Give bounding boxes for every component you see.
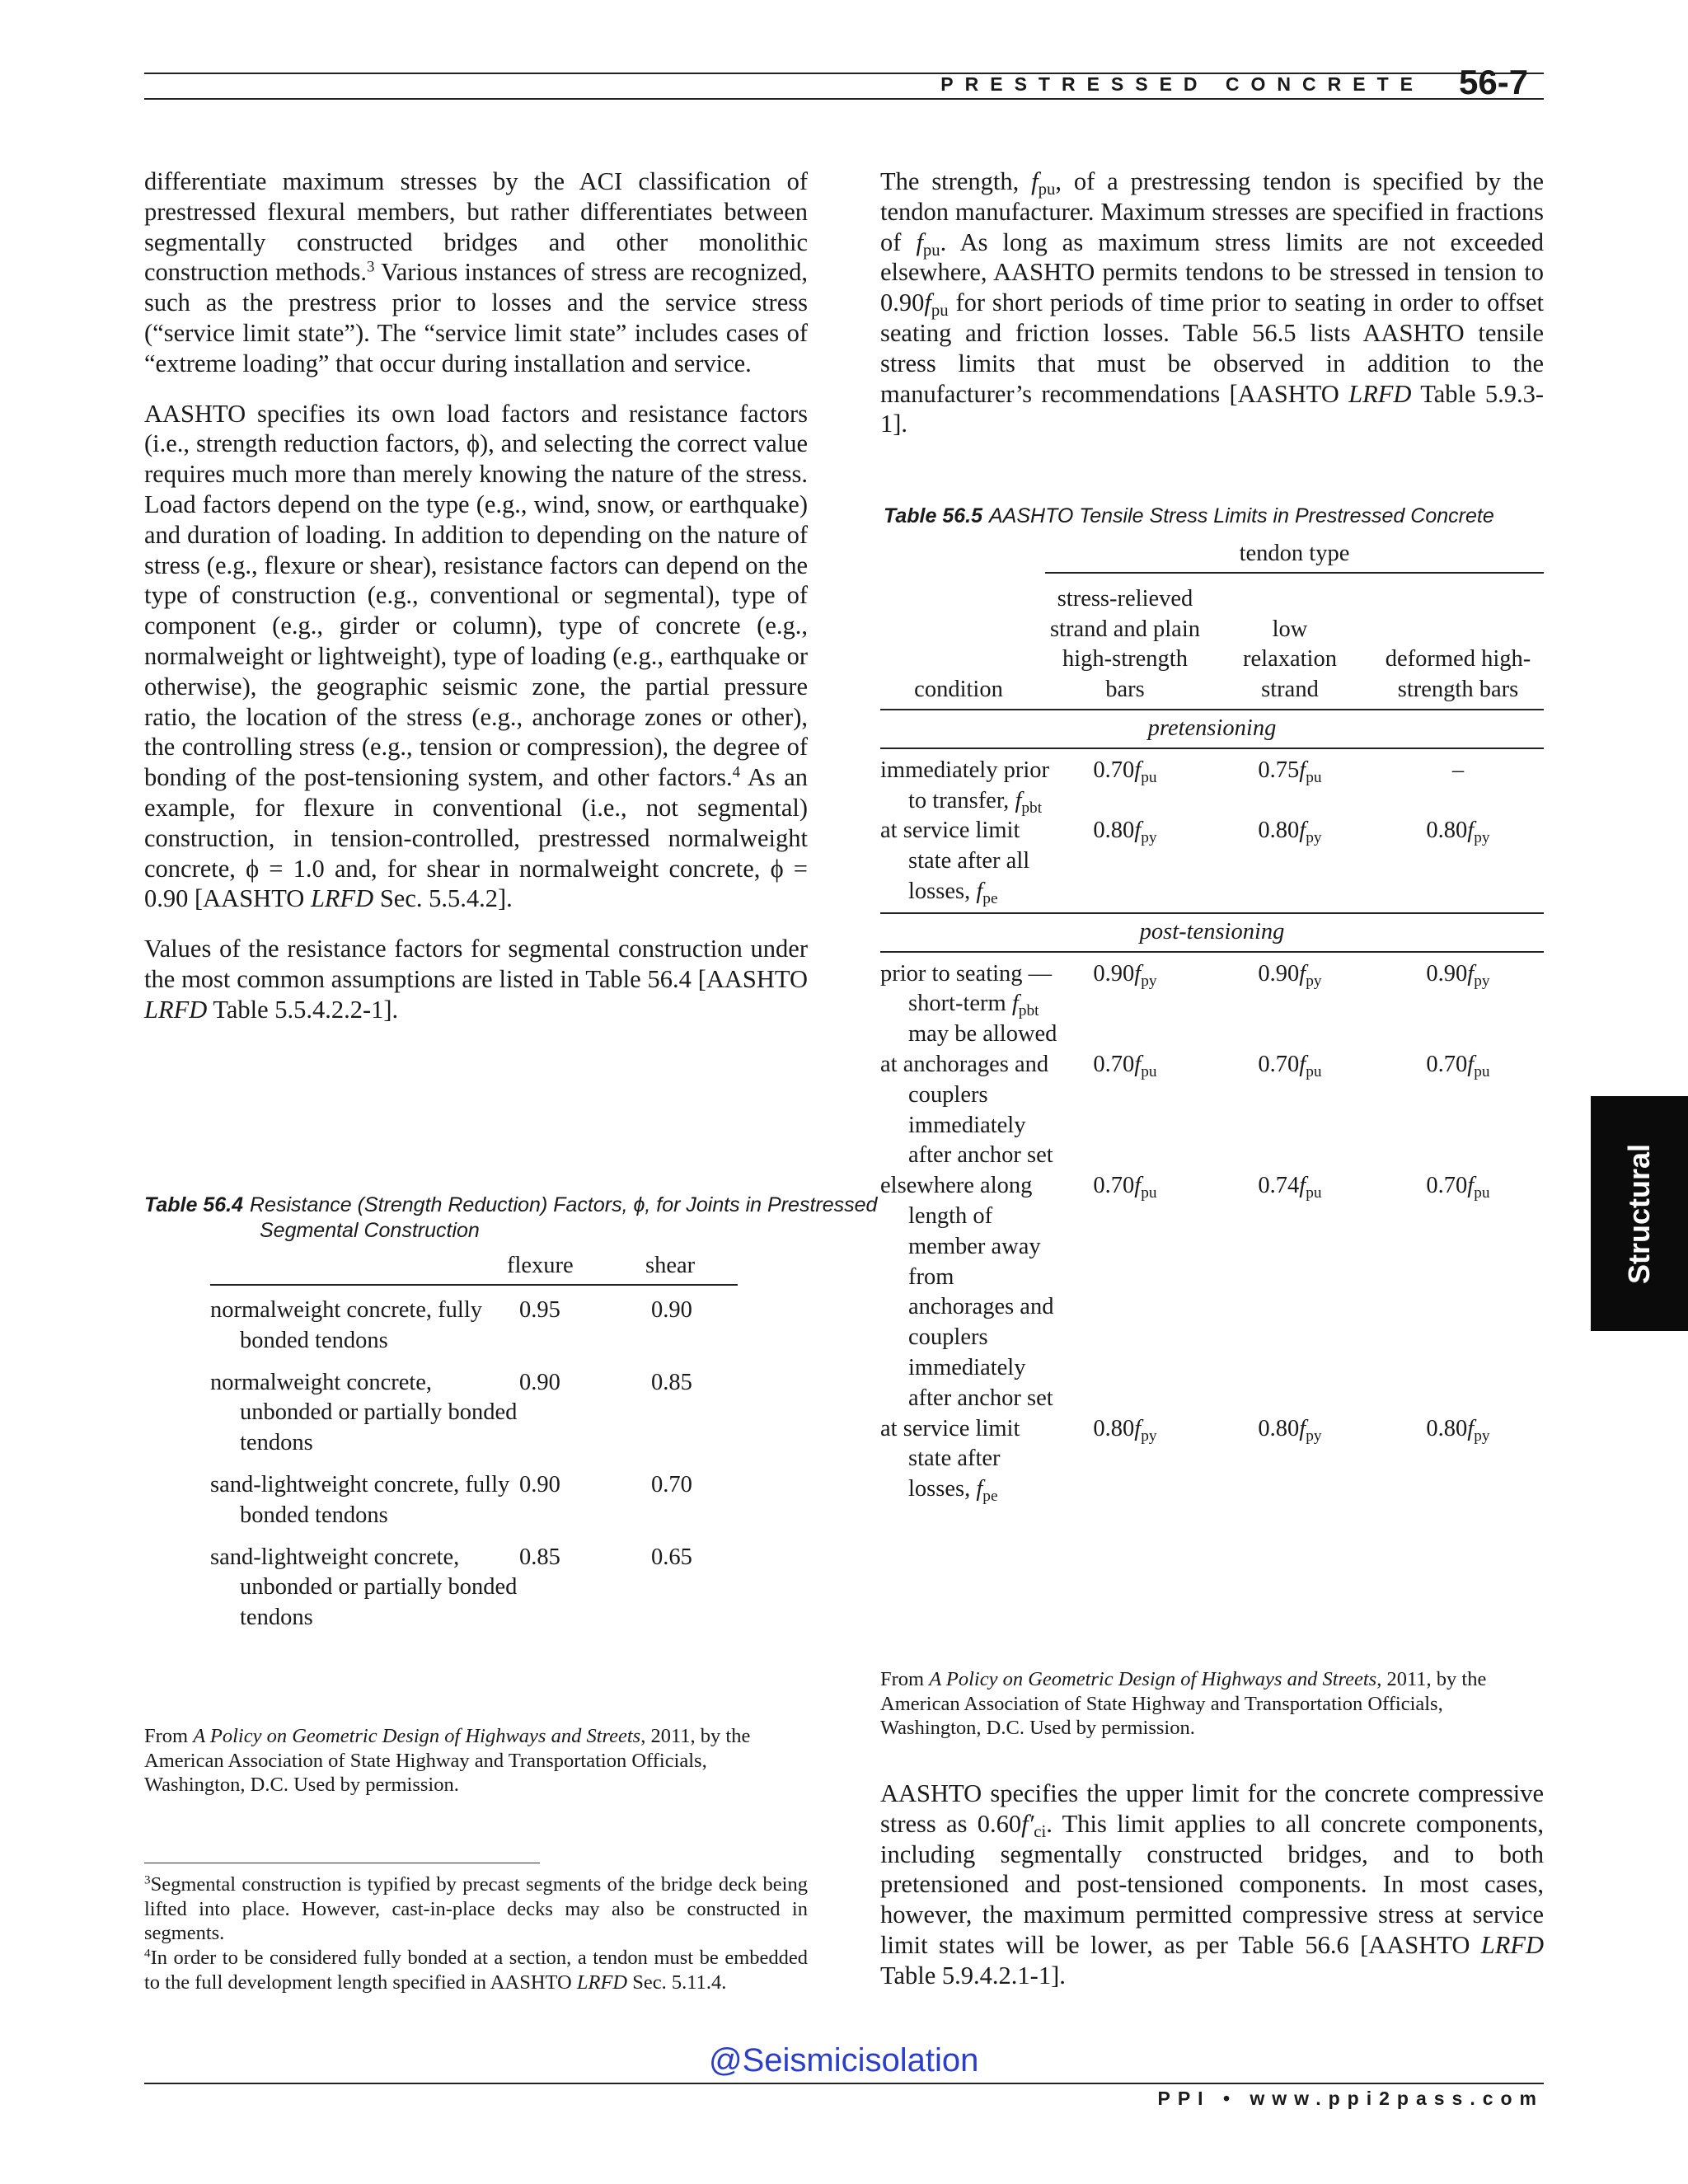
table-row: normalweight concrete, unbonded or partially bonded tendons 0.90 0.85 [210, 1369, 692, 1456]
group-header-tendon-type: tendon type [1239, 541, 1350, 566]
footnote-ref-3: 3 [366, 259, 375, 276]
table-row: prior to seating —short-term $f_{pbt}$ may be allowed $0.90f_{py}$ $0.90f_{py}$ $0.90f_{py}$ [880, 960, 1490, 1047]
watermark: @Seismicisolation [709, 2042, 979, 2079]
table-row: normalweight concrete, fully bonded tendons 0.95 0.90 [210, 1297, 692, 1353]
col-header-low-relaxation: low relaxation strand [1243, 616, 1337, 703]
col-header-deformed: deformed high-strength bars [1385, 646, 1531, 703]
table-row: at service limit state after losses, $f_{pe}$ $0.80f_{py}$ $0.80f_{py}$ $0.80f_{py}$ [880, 1415, 1490, 1505]
right-column-top [880, 166, 1544, 439]
running-title: PRESTRESSED CONCRETE [940, 73, 1424, 95]
footer-rule [144, 2083, 1544, 2084]
table-header-row [210, 1251, 738, 1286]
table-56-5 [880, 536, 1544, 1505]
table-row: immediately prior to transfer, $f_{pbt}$ $0.70f_{pu}$ $0.75f_{pu}$ – [880, 757, 1465, 817]
table-56-4 [210, 1251, 738, 1633]
paragraph-3: Values of the resistance factors for segmental construction under the most common assumptions are listed in Table 56.4 [AASHTO LRFD Table 5.5.4.2.2-1]. [144, 935, 808, 1024]
table-row: sand-lightweight concrete, fully bonded tendons 0.90 0.70 [210, 1471, 692, 1528]
paragraph-1: differentiate maximum stresses by the ACI classification of prestressed flexural members, but rather differentiates between segmentally constructed bridges and other monolithic construction methods.$^3$ Various instances of stress are recognized, such as the prestress prior to losses and the service stress (“service limit state”). The “service limit state” includes cases of “extreme loading” that occur during installation and service. [144, 167, 808, 377]
left-column [144, 166, 808, 1025]
right-column-bottom [880, 1779, 1544, 1991]
table-row: at anchorages and couplers immediately after anchor set $0.70f_{pu}$ $0.70f_{pu}$ $0.70f_{pu}$ [880, 1051, 1490, 1169]
paragraph-compressive-limit: AASHTO specifies the upper limit for the concrete compressive stress as $0.60f'_{ci}$. This limit applies to all concrete components, including segmentally constructed bridges, and to both pretensioned and post-tensioned components. In most cases, however, the maximum permitted compressive stress at service limit states will be lower, as per Table 56.6 [AASHTO LRFD Table 5.9.4.2.1-1]. [880, 1779, 1544, 1990]
header-rule-bottom [144, 98, 1544, 100]
side-tab-label: Structural [1622, 1143, 1657, 1284]
col-header-shear: shear [645, 1253, 696, 1278]
footnote-3: $^3$Segmental construction is typified by precast segments of the bridge deck being lifted into place. However, cast-in-place decks may also be constructed in segments. [144, 1872, 808, 1944]
table-row: sand-lightweight concrete, unbonded or partially bonded tendons 0.85 0.65 [210, 1544, 692, 1631]
col-header-flexure: flexure [507, 1253, 574, 1278]
section-pretensioning: pretensioning [880, 710, 1544, 749]
table-56-4-source: From A Policy on Geometric Design of Highways and Streets, 2011, by the American Association of State Highway and Transportation Officials, Washington, D.C. Used by permission. [144, 1725, 751, 1796]
footer-text: PPI • www.ppi2pass.com [1157, 2088, 1544, 2109]
col-header-stress-relieved: stress-relieved strand and plain high-strength bars [1049, 585, 1201, 703]
table-56-4-caption: Table 56.4 Resistance (Strength Reduction) Factors, ϕ, for Joints in Prestressed Segmental Construction [144, 1193, 878, 1242]
section-side-tab [1591, 1096, 1688, 1331]
paragraph-strength: The strength, $f_{pu}$, of a prestressing tendon is specified by the tendon manufacturer. Maximum stresses are specified in fractions of $f_{pu}$. As long as maximum stress limits are not exceeded elsewhere, AASHTO permits tendons to be stressed in tension to $0.90f_{pu}$ for short periods of time prior to seating in order to offset seating and friction losses. Table 56.5 lists AASHTO tensile stress limits that must be observed in addition to the manufacturer’s recommendations [AASHTO LRFD Table 5.9.3-1]. [880, 167, 1544, 438]
table-row: at service limit state after all losses, $f_{pe}$ $0.80f_{py}$ $0.80f_{py}$ $0.80f_{py}$ [880, 818, 1490, 907]
footnote-4: $^4$In order to be considered fully bonded at a section, a tendon must be embedded to the full development length specified in AASHTO LRFD Sec. 5.11.4. [144, 1946, 808, 1994]
section-post-tensioning: post-tensioning [880, 912, 1544, 953]
table-header-row [880, 580, 1544, 710]
table-row: elsewhere along length of member away from anchorages and couplers immediately after anchor set $0.70f_{pu}$ $0.74f_{pu}$ $0.70f_{pu}$ [880, 1173, 1490, 1411]
table-56-5-caption: Table 56.5 AASHTO Tensile Stress Limits in Prestressed Concrete [884, 504, 1494, 527]
col-header-condition: condition [914, 677, 1003, 703]
page-number: 56-7 [1459, 63, 1529, 101]
table-56-5-source: From A Policy on Geometric Design of Highways and Streets, 2011, by the American Association of State Highway and Transportation Officials, Washington, D.C. Used by permission. [880, 1668, 1487, 1739]
footnote-ref-4: 4 [732, 763, 741, 781]
paragraph-2: AASHTO specifies its own load factors and resistance factors (i.e., strength reduction factors, ϕ), and selecting the correct value requires much more than merely knowing the nature of the stress. Load factors depend on the type (e.g., wind, snow, or earthquake) and duration of loading. In addition to depending on the nature of stress (e.g., flexure or shear), resistance factors can depend on the type of construction (e.g., conventional or segmental), type of component (e.g., girder or column), type of concrete (e.g., normalweight or lightweight), type of loading (e.g., earthquake or otherwise), the geographic seismic zone, the partial pressure ratio, the location of the stress (e.g., anchorage zones or other), the controlling stress (e.g., tension or compression), the degree of bonding of the post-tensioning system, and other factors.$^4$ As an example, for flexure in conventional (i.e., not segmental) construction, in tension-controlled, prestressed normalweight concrete, ϕ = 1.0 and, for shear in normalweight concrete, ϕ = 0.90 [AASHTO LRFD Sec. 5.5.4.2]. [144, 399, 809, 913]
